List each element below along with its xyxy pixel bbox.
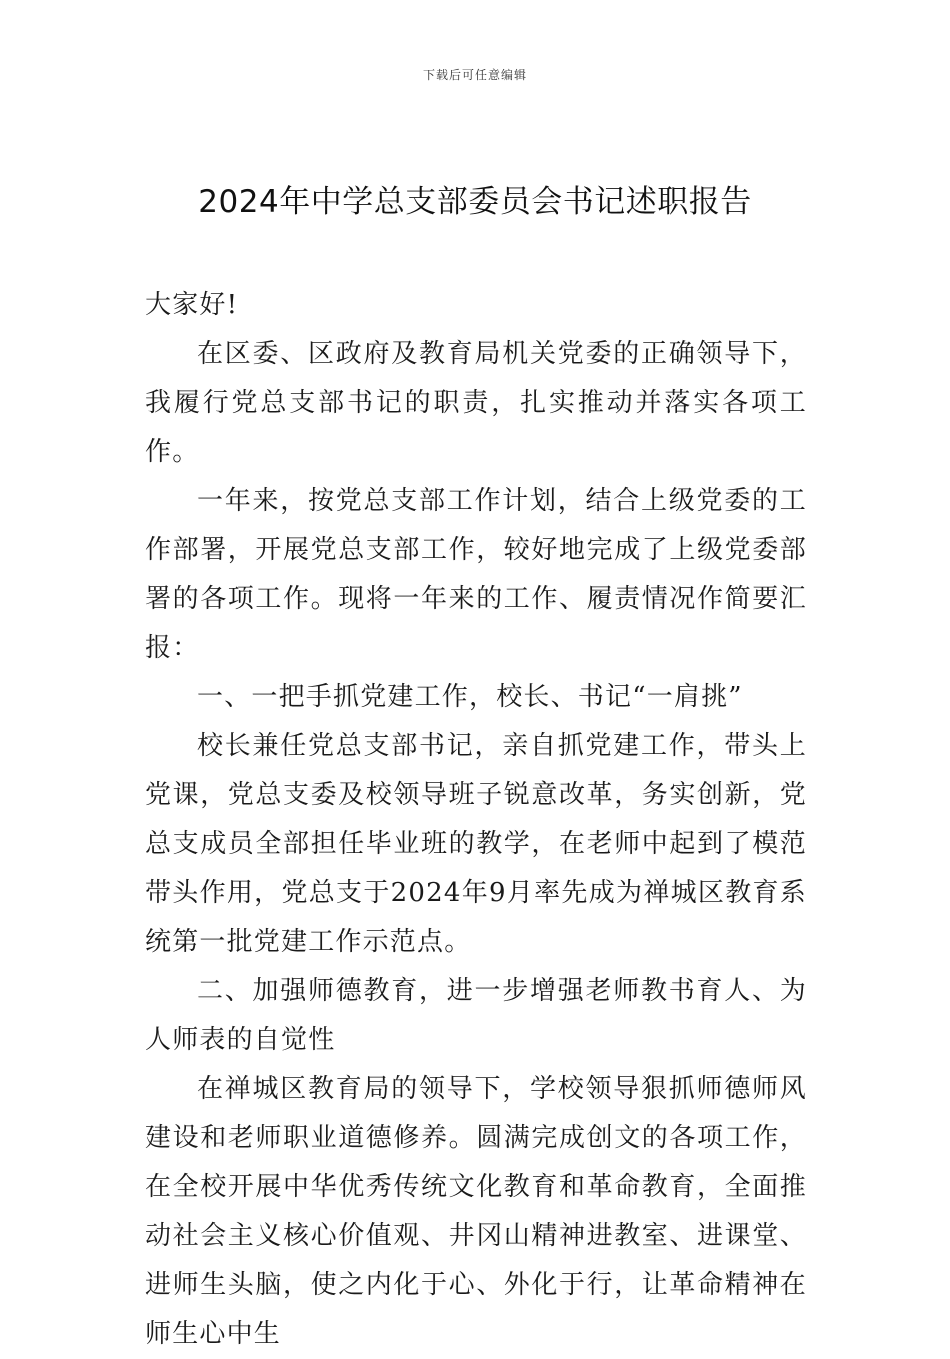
paragraph: 校长兼任党总支部书记，亲自抓党建工作，带头上党课，党总支委及校领导班子锐意改革，务实创新，党总支成员全部担任毕业班的教学，在老师中起到了模范带头作用，党总支于2024年9月率先成为禅城区教育系统第一批党建工作示范点。 [145, 731, 807, 957]
paragraph: 大家好! [145, 290, 239, 320]
paragraph: 在禅城区教育局的领导下，学校领导狠抓师德师风建设和老师职业道德修养。圆满完成创文的各项工作，在全校开展中华优秀传统文化教育和革命教育，全面推动社会主义核心价值观、井冈山精神进教室、进课堂、进师生头脑，使之内化于心、外化于行，让革命精神在师生心中生 [145, 1074, 807, 1349]
paragraph: 一年来，按党总支部工作计划，结合上级党委的工作部署，开展党总支部工作，较好地完成了上级党委部署的各项工作。现将一年来的工作、履责情况作简要汇报： [145, 486, 807, 663]
section-heading: 一、一把手抓党建工作，校长、书记“一肩挑” [197, 682, 743, 712]
paragraph: 在区委、区政府及教育局机关党委的正确领导下，我履行党总支部书记的职责，扎实推动并落实各项工作。 [145, 339, 807, 467]
document-title: 2024年中学总支部委员会书记述职报告 [198, 184, 752, 220]
document-body [145, 281, 807, 1359]
section-heading: 二、加强师德教育，进一步增强老师教书育人、为人师表的自觉性 [145, 976, 807, 1055]
header-note: 下载后可任意编辑 [422, 68, 527, 82]
